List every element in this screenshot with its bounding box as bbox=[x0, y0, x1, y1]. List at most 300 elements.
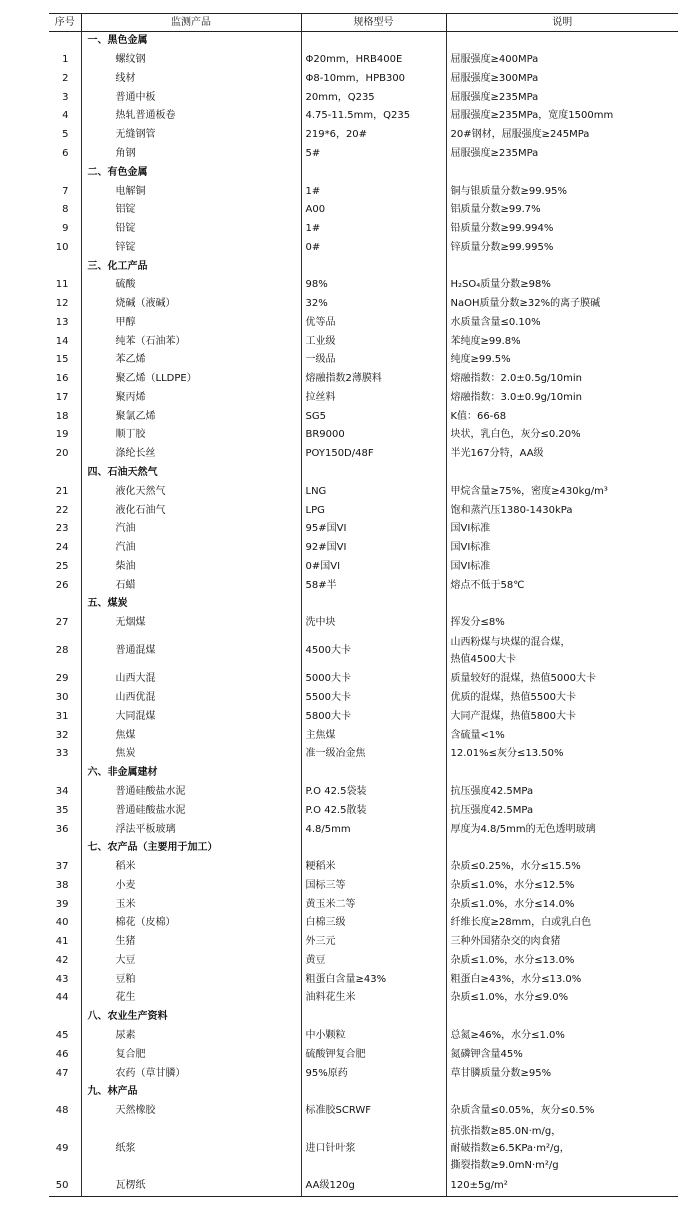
description: 屈服强度≥235MPa bbox=[446, 145, 678, 164]
spec-value: P.O 42.5袋装 bbox=[301, 783, 446, 802]
spec-value: 98% bbox=[301, 276, 446, 295]
product-name: 小麦 bbox=[81, 876, 301, 895]
spec-value: 标准胶SCRWF bbox=[301, 1102, 446, 1121]
product-name: 汽油 bbox=[81, 539, 301, 558]
spec-value: 进口针叶浆 bbox=[301, 1120, 446, 1176]
spec-value: 外三元 bbox=[301, 933, 446, 952]
table-row bbox=[49, 238, 678, 257]
table-row bbox=[49, 126, 678, 145]
spec-value: 粳稻米 bbox=[301, 858, 446, 877]
table-row bbox=[49, 689, 678, 708]
row-number: 28 bbox=[55, 645, 69, 657]
description: 含硫量<1% bbox=[446, 726, 678, 745]
row-number: 39 bbox=[55, 898, 69, 910]
spec-value: Φ8-10mm，HPB300 bbox=[301, 70, 446, 89]
row-number: 7 bbox=[62, 185, 69, 197]
category-spec-cell bbox=[301, 163, 446, 182]
category-no-cell bbox=[49, 1083, 81, 1102]
category-desc-cell bbox=[446, 1083, 678, 1102]
product-name: 生猪 bbox=[81, 933, 301, 952]
spec-value: A00 bbox=[301, 201, 446, 220]
row-number: 20 bbox=[55, 448, 69, 460]
row-number: 10 bbox=[55, 241, 69, 253]
product-name: 农药（草甘膦） bbox=[81, 1064, 301, 1083]
row-number: 13 bbox=[55, 316, 69, 328]
product-name: 大豆 bbox=[81, 952, 301, 971]
monitoring-products-table bbox=[49, 13, 678, 1197]
product-name: 液化石油气 bbox=[81, 501, 301, 520]
row-number: 48 bbox=[55, 1105, 69, 1117]
table-row bbox=[49, 670, 678, 689]
table-row bbox=[49, 1045, 678, 1064]
table-row bbox=[49, 895, 678, 914]
spec-value: 1# bbox=[301, 182, 446, 201]
description-line: 抗张指数≥85.0N·m/g， bbox=[450, 1126, 562, 1138]
row-number: 18 bbox=[55, 410, 69, 422]
description bbox=[446, 1120, 678, 1176]
product-name: 螺纹钢 bbox=[81, 51, 301, 70]
category-row bbox=[49, 839, 678, 858]
row-number: 2 bbox=[62, 72, 69, 84]
product-name: 电解铜 bbox=[81, 182, 301, 201]
category-spec-cell bbox=[301, 764, 446, 783]
description: 草甘膦质量分数≥95% bbox=[446, 1064, 678, 1083]
product-name: 甲醇 bbox=[81, 313, 301, 332]
category-spec-cell bbox=[301, 464, 446, 483]
product-name: 铝锭 bbox=[81, 201, 301, 220]
product-name: 聚丙烯 bbox=[81, 389, 301, 408]
description: 屈服强度≥400MPa bbox=[446, 51, 678, 70]
spec-value: 洗中块 bbox=[301, 614, 446, 633]
spec-value: POY150D/48F bbox=[301, 445, 446, 464]
table-row bbox=[49, 914, 678, 933]
row-number: 45 bbox=[55, 1029, 69, 1041]
category-title: 五、煤炭 bbox=[81, 595, 301, 614]
product-name: 纯苯（石油苯） bbox=[81, 332, 301, 351]
table-row bbox=[49, 933, 678, 952]
spec-value: 4.75-11.5mm，Q235 bbox=[301, 107, 446, 126]
spec-value: SG5 bbox=[301, 407, 446, 426]
header-desc: 说明 bbox=[446, 14, 678, 32]
product-name: 山西优混 bbox=[81, 689, 301, 708]
description: 锌质量分数≥99.995% bbox=[446, 238, 678, 257]
description: 半光167分特，AA级 bbox=[446, 445, 678, 464]
header-spec: 规格型号 bbox=[301, 14, 446, 32]
category-title: 八、农业生产资料 bbox=[81, 1008, 301, 1027]
description: 总氮≥46%，水分≤1.0% bbox=[446, 1027, 678, 1046]
spec-value: 工业级 bbox=[301, 332, 446, 351]
product-name: 玉米 bbox=[81, 895, 301, 914]
row-number: 36 bbox=[55, 823, 69, 835]
row-number: 23 bbox=[55, 523, 69, 535]
description: 杂质≤1.0%，水分≤9.0% bbox=[446, 989, 678, 1008]
description: 厚度为4.8/5mm的无色透明玻璃 bbox=[446, 820, 678, 839]
description: 屈服强度≥235MPa，宽度1500mm bbox=[446, 107, 678, 126]
table-row bbox=[49, 576, 678, 595]
table-row bbox=[49, 633, 678, 671]
spec-value: 黄豆 bbox=[301, 952, 446, 971]
product-name: 硫酸 bbox=[81, 276, 301, 295]
table-header-row bbox=[49, 14, 678, 32]
description: 杂质含量≤0.05%，灰分≤0.5% bbox=[446, 1102, 678, 1121]
category-row bbox=[49, 163, 678, 182]
description: 屈服强度≥300MPa bbox=[446, 70, 678, 89]
description: H₂SO₄质量分数≥98% bbox=[446, 276, 678, 295]
row-number: 50 bbox=[49, 1177, 81, 1196]
table-row bbox=[49, 201, 678, 220]
category-desc-cell bbox=[446, 163, 678, 182]
table-row bbox=[49, 332, 678, 351]
row-number: 31 bbox=[55, 710, 69, 722]
category-no-cell bbox=[49, 32, 81, 51]
row-number: 35 bbox=[55, 804, 69, 816]
description: 块状，乳白色，灰分≤0.20% bbox=[446, 426, 678, 445]
description-line: 山西粉煤与块煤的混合煤， bbox=[450, 637, 571, 649]
category-no-cell bbox=[49, 163, 81, 182]
category-desc-cell bbox=[446, 595, 678, 614]
table-row bbox=[49, 858, 678, 877]
row-number: 30 bbox=[55, 692, 69, 704]
category-title: 三、化工产品 bbox=[81, 257, 301, 276]
row-number: 9 bbox=[62, 223, 69, 235]
product-name: 线材 bbox=[81, 70, 301, 89]
row-number: 37 bbox=[55, 861, 69, 873]
description: K值：66-68 bbox=[446, 407, 678, 426]
table-row bbox=[49, 389, 678, 408]
table-row bbox=[49, 276, 678, 295]
spec-value: 4.8/5mm bbox=[301, 820, 446, 839]
row-number: 46 bbox=[55, 1048, 69, 1060]
description: 苯纯度≥99.8% bbox=[446, 332, 678, 351]
table-row bbox=[49, 1064, 678, 1083]
product-name: 天然橡胶 bbox=[81, 1102, 301, 1121]
row-number: 17 bbox=[55, 391, 69, 403]
category-desc-cell bbox=[446, 839, 678, 858]
category-row bbox=[49, 32, 678, 51]
description: 20#钢材，屈服强度≥245MPa bbox=[446, 126, 678, 145]
description: 铅质量分数≥99.994% bbox=[446, 220, 678, 239]
table-row bbox=[49, 182, 678, 201]
table-row bbox=[49, 407, 678, 426]
table-row bbox=[49, 501, 678, 520]
description: 120±5g/m² bbox=[446, 1177, 678, 1196]
category-spec-cell bbox=[301, 1083, 446, 1102]
table-row bbox=[49, 482, 678, 501]
description: 熔融指数：2.0±0.5g/10min bbox=[446, 370, 678, 389]
description: 纯度≥99.5% bbox=[446, 351, 678, 370]
description: 铜与银质量分数≥99.95% bbox=[446, 182, 678, 201]
row-number: 26 bbox=[55, 579, 69, 591]
table-row bbox=[49, 970, 678, 989]
category-no-cell bbox=[49, 764, 81, 783]
category-row bbox=[49, 595, 678, 614]
spec-value: 硫酸钾复合肥 bbox=[301, 1045, 446, 1064]
spec-value: 熔融指数2薄膜料 bbox=[301, 370, 446, 389]
row-number: 33 bbox=[55, 748, 69, 760]
row-number: 6 bbox=[62, 147, 69, 159]
description: 水质量含量≤0.10% bbox=[446, 313, 678, 332]
description: 大同产混煤，热值5800大卡 bbox=[446, 708, 678, 727]
category-spec-cell bbox=[301, 839, 446, 858]
spec-value: 一级品 bbox=[301, 351, 446, 370]
spec-value: 国标三等 bbox=[301, 876, 446, 895]
category-row bbox=[49, 257, 678, 276]
description: 抗压强度42.5MPa bbox=[446, 801, 678, 820]
spec-value: 白棉三级 bbox=[301, 914, 446, 933]
product-name: 热轧普通板卷 bbox=[81, 107, 301, 126]
category-desc-cell bbox=[446, 257, 678, 276]
product-name: 锌锭 bbox=[81, 238, 301, 257]
table-row bbox=[49, 520, 678, 539]
category-title: 二、有色金属 bbox=[81, 163, 301, 182]
category-no-cell bbox=[49, 257, 81, 276]
category-spec-cell bbox=[301, 1008, 446, 1027]
description: 屈服强度≥235MPa bbox=[446, 88, 678, 107]
description: 12.01%≤灰分≤13.50% bbox=[446, 745, 678, 764]
product-name: 普通中板 bbox=[81, 88, 301, 107]
category-spec-cell bbox=[301, 257, 446, 276]
description: 抗压强度42.5MPa bbox=[446, 783, 678, 802]
spec-value: 4500大卡 bbox=[301, 633, 446, 671]
table-row bbox=[49, 801, 678, 820]
spec-value: 5800大卡 bbox=[301, 708, 446, 727]
category-desc-cell bbox=[446, 1008, 678, 1027]
description: 甲烷含量≥75%，密度≥430kg/m³ bbox=[446, 482, 678, 501]
category-no-cell bbox=[49, 595, 81, 614]
row-number: 8 bbox=[62, 204, 69, 216]
category-title: 一、黑色金属 bbox=[81, 32, 301, 51]
table-row bbox=[49, 70, 678, 89]
row-number: 47 bbox=[55, 1067, 69, 1079]
category-desc-cell bbox=[446, 764, 678, 783]
spec-value: 95#国VI bbox=[301, 520, 446, 539]
description-line: 撕裂指数≥9.0mN·m²/g bbox=[450, 1160, 559, 1172]
product-name: 大同混煤 bbox=[81, 708, 301, 727]
description: 三种外国猪杂交的肉食猪 bbox=[446, 933, 678, 952]
spec-value: 0#国VI bbox=[301, 557, 446, 576]
table-row bbox=[49, 107, 678, 126]
row-number: 25 bbox=[55, 560, 69, 572]
row-number: 49 bbox=[55, 1142, 69, 1154]
row-number: 5 bbox=[62, 129, 69, 141]
category-no-cell bbox=[49, 464, 81, 483]
description-line: 耐破指数≥6.5KPa·m²/g， bbox=[450, 1143, 570, 1155]
product-name: 豆粕 bbox=[81, 970, 301, 989]
category-spec-cell bbox=[301, 32, 446, 51]
spec-value: 油料花生米 bbox=[301, 989, 446, 1008]
description: 饱和蒸汽压1380-1430kPa bbox=[446, 501, 678, 520]
row-number: 38 bbox=[55, 879, 69, 891]
product-name: 普通混煤 bbox=[81, 633, 301, 671]
product-name: 纸浆 bbox=[81, 1120, 301, 1176]
table-row bbox=[49, 145, 678, 164]
product-name: 浮法平板玻璃 bbox=[81, 820, 301, 839]
product-name: 棉花（皮棉） bbox=[81, 914, 301, 933]
spec-value: 准一级冶金焦 bbox=[301, 745, 446, 764]
table-row bbox=[49, 370, 678, 389]
table-row bbox=[49, 876, 678, 895]
row-number: 43 bbox=[55, 973, 69, 985]
table-row bbox=[49, 539, 678, 558]
product-name: 铅锭 bbox=[81, 220, 301, 239]
table-row bbox=[49, 1120, 678, 1176]
spec-value: 优等品 bbox=[301, 313, 446, 332]
category-title: 九、林产品 bbox=[81, 1083, 301, 1102]
table-row bbox=[49, 783, 678, 802]
table-row bbox=[49, 295, 678, 314]
product-name: 尿素 bbox=[81, 1027, 301, 1046]
spec-value: 黄玉米二等 bbox=[301, 895, 446, 914]
description: 挥发分≤8% bbox=[446, 614, 678, 633]
row-number: 41 bbox=[55, 936, 69, 948]
description: 国VI标准 bbox=[446, 520, 678, 539]
spec-value: LPG bbox=[301, 501, 446, 520]
category-row bbox=[49, 764, 678, 783]
row-number: 40 bbox=[55, 917, 69, 929]
description: 杂质≤1.0%，水分≤13.0% bbox=[446, 952, 678, 971]
table-row bbox=[49, 1102, 678, 1121]
category-title: 四、石油天然气 bbox=[81, 464, 301, 483]
description: 杂质≤1.0%，水分≤14.0% bbox=[446, 895, 678, 914]
table-row bbox=[49, 445, 678, 464]
row-number: 22 bbox=[55, 504, 69, 516]
description: 优质的混煤，热值5500大卡 bbox=[446, 689, 678, 708]
category-no-cell bbox=[49, 1008, 81, 1027]
row-number: 32 bbox=[55, 729, 69, 741]
table-row bbox=[49, 1027, 678, 1046]
spec-value: LNG bbox=[301, 482, 446, 501]
row-number: 19 bbox=[55, 429, 69, 441]
row-number: 21 bbox=[55, 485, 69, 497]
table-row bbox=[49, 614, 678, 633]
table-row bbox=[49, 708, 678, 727]
spec-value: BR9000 bbox=[301, 426, 446, 445]
product-name: 聚氯乙烯 bbox=[81, 407, 301, 426]
category-no-cell bbox=[49, 839, 81, 858]
description: 纤维长度≥28mm，白或乳白色 bbox=[446, 914, 678, 933]
product-name: 聚乙烯（LLDPE） bbox=[81, 370, 301, 389]
product-name: 石蜡 bbox=[81, 576, 301, 595]
table-row bbox=[49, 557, 678, 576]
product-name: 角钢 bbox=[81, 145, 301, 164]
header-product: 监测产品 bbox=[81, 14, 301, 32]
row-number: 16 bbox=[55, 373, 69, 385]
category-row bbox=[49, 1083, 678, 1102]
product-name: 烧碱（液碱） bbox=[81, 295, 301, 314]
product-name: 瓦楞纸 bbox=[81, 1177, 301, 1196]
row-number: 44 bbox=[55, 992, 69, 1004]
spec-value: 219*6，20# bbox=[301, 126, 446, 145]
category-desc-cell bbox=[446, 32, 678, 51]
spec-value: 5# bbox=[301, 145, 446, 164]
product-name: 柴油 bbox=[81, 557, 301, 576]
description: 熔点不低于58℃ bbox=[446, 576, 678, 595]
description: 粗蛋白≥43%，水分≤13.0% bbox=[446, 970, 678, 989]
table-row bbox=[49, 351, 678, 370]
table-row bbox=[49, 989, 678, 1008]
table-row bbox=[49, 726, 678, 745]
product-name: 普通硅酸盐水泥 bbox=[81, 801, 301, 820]
description: 国VI标准 bbox=[446, 557, 678, 576]
spec-value: 粗蛋白含量≥43% bbox=[301, 970, 446, 989]
spec-value: Φ20mm，HRB400E bbox=[301, 51, 446, 70]
description: 国VI标准 bbox=[446, 539, 678, 558]
row-number: 29 bbox=[55, 673, 69, 685]
row-number: 27 bbox=[55, 617, 69, 629]
product-name: 花生 bbox=[81, 989, 301, 1008]
row-number: 14 bbox=[55, 335, 69, 347]
spec-value: 32% bbox=[301, 295, 446, 314]
product-name: 稻米 bbox=[81, 858, 301, 877]
product-name: 复合肥 bbox=[81, 1045, 301, 1064]
category-row bbox=[49, 464, 678, 483]
spec-value: 58#半 bbox=[301, 576, 446, 595]
spec-value: 拉丝料 bbox=[301, 389, 446, 408]
table-row bbox=[49, 1177, 678, 1196]
table-row bbox=[49, 313, 678, 332]
product-name: 焦煤 bbox=[81, 726, 301, 745]
table-body bbox=[49, 32, 678, 1197]
description: 杂质≤1.0%，水分≤12.5% bbox=[446, 876, 678, 895]
table-row bbox=[49, 51, 678, 70]
row-number: 15 bbox=[55, 354, 69, 366]
product-name: 顺丁胶 bbox=[81, 426, 301, 445]
row-number: 34 bbox=[55, 786, 69, 798]
row-number: 4 bbox=[62, 110, 69, 122]
category-spec-cell bbox=[301, 595, 446, 614]
row-number: 1 bbox=[62, 54, 69, 66]
product-name: 山西大混 bbox=[81, 670, 301, 689]
description: 质量较好的混煤，热值5000大卡 bbox=[446, 670, 678, 689]
description bbox=[446, 633, 678, 671]
product-name: 液化天然气 bbox=[81, 482, 301, 501]
description-line: 热值4500大卡 bbox=[450, 654, 516, 666]
table-row bbox=[49, 426, 678, 445]
category-row bbox=[49, 1008, 678, 1027]
category-title: 六、非金属建材 bbox=[81, 764, 301, 783]
row-number: 12 bbox=[55, 298, 69, 310]
spec-value: 92#国VI bbox=[301, 539, 446, 558]
spec-value: P.O 42.5散装 bbox=[301, 801, 446, 820]
category-title: 七、农产品（主要用于加工） bbox=[81, 839, 301, 858]
spec-value: 中小颗粒 bbox=[301, 1027, 446, 1046]
row-number: 42 bbox=[55, 954, 69, 966]
spec-value: AA级120g bbox=[301, 1177, 446, 1196]
table-row bbox=[49, 952, 678, 971]
category-desc-cell bbox=[446, 464, 678, 483]
header-no: 序号 bbox=[49, 14, 81, 32]
spec-value: 5500大卡 bbox=[301, 689, 446, 708]
spec-value: 1# bbox=[301, 220, 446, 239]
spec-value: 95%原药 bbox=[301, 1064, 446, 1083]
product-name: 汽油 bbox=[81, 520, 301, 539]
spec-value: 主焦煤 bbox=[301, 726, 446, 745]
product-name: 苯乙烯 bbox=[81, 351, 301, 370]
spec-value: 0# bbox=[301, 238, 446, 257]
row-number: 24 bbox=[55, 542, 69, 554]
description: NaOH质量分数≥32%的离子膜碱 bbox=[446, 295, 678, 314]
product-name: 无烟煤 bbox=[81, 614, 301, 633]
description: 氮磷钾含量45% bbox=[446, 1045, 678, 1064]
table-row bbox=[49, 220, 678, 239]
description: 杂质≤0.25%，水分≤15.5% bbox=[446, 858, 678, 877]
product-name: 焦炭 bbox=[81, 745, 301, 764]
table-row bbox=[49, 820, 678, 839]
table-row bbox=[49, 745, 678, 764]
description: 熔融指数：3.0±0.9g/10min bbox=[446, 389, 678, 408]
product-name: 无缝钢管 bbox=[81, 126, 301, 145]
product-name: 普通硅酸盐水泥 bbox=[81, 783, 301, 802]
